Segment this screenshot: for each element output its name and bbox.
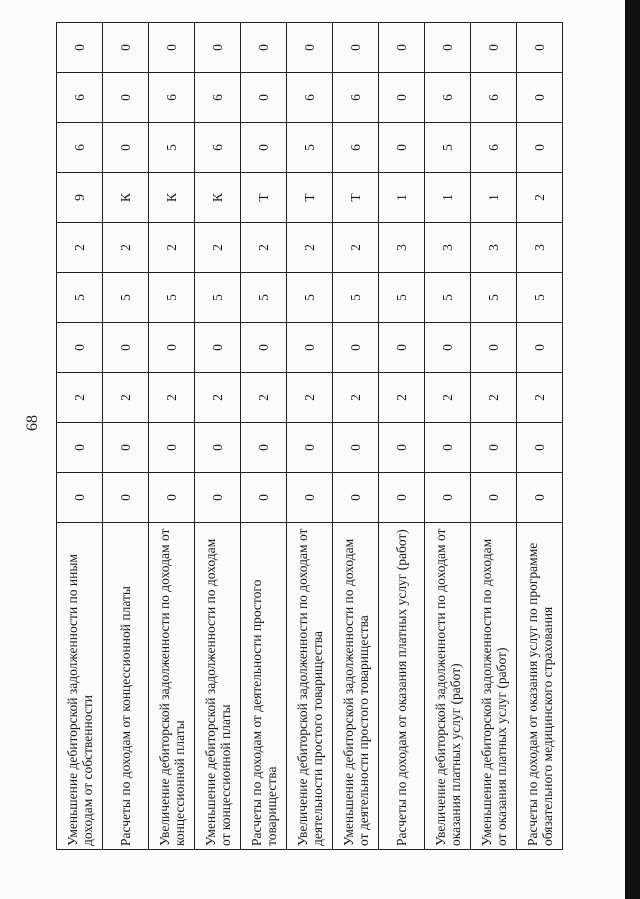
code-cell: 0	[57, 423, 103, 473]
code-cell: 0	[195, 423, 241, 473]
table-wrapper	[56, 22, 563, 850]
code-cell: 6	[333, 123, 379, 173]
code-cell: 0	[103, 423, 149, 473]
code-cell: 6	[471, 73, 517, 123]
code-cell: 2	[195, 373, 241, 423]
row-label: Уменьшение дебиторской задолженности по доходам от концессионной платы	[195, 523, 241, 850]
code-cell: 6	[149, 73, 195, 123]
code-cell: 2	[149, 223, 195, 273]
code-cell: 0	[471, 323, 517, 373]
row-label: Расчеты по доходам от оказания услуг по программе обязательного медицинского страхования	[517, 523, 563, 850]
code-cell: К	[149, 173, 195, 223]
code-cell: 0	[517, 23, 563, 73]
table-row	[517, 23, 563, 850]
code-cell: 2	[241, 223, 287, 273]
accounts-table	[56, 22, 563, 850]
code-cell: 0	[149, 23, 195, 73]
code-cell: 5	[517, 273, 563, 323]
code-cell: 0	[379, 323, 425, 373]
code-cell: 2	[517, 173, 563, 223]
code-cell: 0	[57, 323, 103, 373]
code-cell: К	[103, 173, 149, 223]
page-number-box	[8, 415, 41, 452]
code-cell: 0	[287, 23, 333, 73]
table-row	[471, 23, 517, 850]
code-cell: 5	[287, 123, 333, 173]
code-cell: 0	[379, 123, 425, 173]
table-row	[149, 23, 195, 850]
code-cell: 2	[379, 373, 425, 423]
code-cell: 0	[517, 473, 563, 523]
row-label: Расчеты по доходам от деятельности простого товарищества	[241, 523, 287, 850]
code-cell: 0	[195, 23, 241, 73]
code-cell: 6	[195, 73, 241, 123]
code-cell: 0	[241, 323, 287, 373]
code-cell: 0	[195, 323, 241, 373]
code-cell: Т	[241, 173, 287, 223]
code-cell: 6	[57, 73, 103, 123]
code-cell: 0	[471, 423, 517, 473]
code-cell: 0	[379, 473, 425, 523]
code-cell: 5	[425, 123, 471, 173]
code-cell: 5	[149, 273, 195, 323]
code-cell: 0	[195, 473, 241, 523]
table-row	[103, 23, 149, 850]
code-cell: 2	[57, 223, 103, 273]
code-cell: 6	[333, 73, 379, 123]
code-cell: 0	[333, 23, 379, 73]
table-row	[287, 23, 333, 850]
code-cell: 1	[425, 173, 471, 223]
table-row	[379, 23, 425, 850]
code-cell: 2	[195, 223, 241, 273]
code-cell: 0	[241, 423, 287, 473]
table-row	[333, 23, 379, 850]
code-cell: 0	[103, 73, 149, 123]
code-cell: 0	[241, 23, 287, 73]
code-cell: 0	[471, 473, 517, 523]
code-cell: 3	[425, 223, 471, 273]
code-cell: 0	[425, 323, 471, 373]
table-row	[241, 23, 287, 850]
code-cell: 2	[425, 373, 471, 423]
code-cell: 5	[195, 273, 241, 323]
code-cell: 6	[425, 73, 471, 123]
code-cell: К	[195, 173, 241, 223]
code-cell: 3	[471, 223, 517, 273]
code-cell: Т	[333, 173, 379, 223]
table-row	[57, 23, 103, 850]
row-label: Расчеты по доходам от концессионной платы	[103, 523, 149, 850]
code-cell: 0	[103, 323, 149, 373]
code-cell: 2	[287, 223, 333, 273]
code-cell: 0	[149, 473, 195, 523]
code-cell: 6	[195, 123, 241, 173]
code-cell: 0	[425, 23, 471, 73]
scan-edge	[625, 0, 640, 899]
code-cell: 6	[57, 123, 103, 173]
code-cell: 0	[57, 23, 103, 73]
code-cell: 5	[103, 273, 149, 323]
code-cell: 5	[471, 273, 517, 323]
code-cell: 6	[287, 73, 333, 123]
code-cell: 1	[471, 173, 517, 223]
code-cell: 2	[471, 373, 517, 423]
code-cell: 0	[333, 323, 379, 373]
code-cell: 2	[333, 373, 379, 423]
code-cell: 0	[103, 473, 149, 523]
code-cell: 5	[425, 273, 471, 323]
row-label: Увеличение дебиторской задолженности по доходам от деятельности простого товарищества	[287, 523, 333, 850]
code-cell: 0	[103, 123, 149, 173]
code-cell: 3	[379, 223, 425, 273]
code-cell: 3	[517, 223, 563, 273]
code-cell: 0	[425, 423, 471, 473]
code-cell: 0	[379, 423, 425, 473]
code-cell: 0	[149, 323, 195, 373]
code-cell: 0	[517, 73, 563, 123]
code-cell: 0	[471, 23, 517, 73]
table-row	[425, 23, 471, 850]
code-cell: 0	[517, 423, 563, 473]
row-label: Уменьшение дебиторской задолженности по доходам от оказания платных услуг (работ)	[471, 523, 517, 850]
code-cell: 2	[287, 373, 333, 423]
code-cell: 0	[379, 73, 425, 123]
code-cell: 5	[149, 123, 195, 173]
code-cell: 0	[287, 473, 333, 523]
code-cell: 2	[103, 223, 149, 273]
row-label: Увеличение дебиторской задолженности по доходам от оказания платных услуг (работ)	[425, 523, 471, 850]
code-cell: 2	[241, 373, 287, 423]
code-cell: 5	[57, 273, 103, 323]
code-cell: 0	[57, 473, 103, 523]
code-cell: 0	[333, 423, 379, 473]
code-cell: 0	[425, 473, 471, 523]
row-label: Увеличение дебиторской задолженности по доходам от концессионной платы	[149, 523, 195, 850]
code-cell: 0	[241, 73, 287, 123]
code-cell: 5	[379, 273, 425, 323]
row-label: Уменьшение дебиторской задолженности по иным доходам от собственности	[57, 523, 103, 850]
code-cell: 9	[57, 173, 103, 223]
code-cell: 2	[517, 373, 563, 423]
table-row	[195, 23, 241, 850]
code-cell: 0	[103, 23, 149, 73]
code-cell: 5	[333, 273, 379, 323]
code-cell: 6	[471, 123, 517, 173]
code-cell: 2	[333, 223, 379, 273]
code-cell: 5	[287, 273, 333, 323]
code-cell: 0	[517, 123, 563, 173]
code-cell: 0	[149, 423, 195, 473]
code-cell: 1	[379, 173, 425, 223]
code-cell: 5	[241, 273, 287, 323]
code-cell: 0	[333, 473, 379, 523]
code-cell: 2	[57, 373, 103, 423]
code-cell: Т	[287, 173, 333, 223]
code-cell: 0	[241, 123, 287, 173]
code-cell: 0	[517, 323, 563, 373]
row-label: Уменьшение дебиторской задолженности по доходам от деятельности простого товарищества	[333, 523, 379, 850]
row-label: Расчеты по доходам от оказания платных услуг (работ)	[379, 523, 425, 850]
code-cell: 0	[287, 323, 333, 373]
code-cell: 2	[103, 373, 149, 423]
code-cell: 0	[379, 23, 425, 73]
code-cell: 0	[241, 473, 287, 523]
code-cell: 2	[149, 373, 195, 423]
code-cell: 0	[287, 423, 333, 473]
page-number: 68	[24, 415, 41, 431]
